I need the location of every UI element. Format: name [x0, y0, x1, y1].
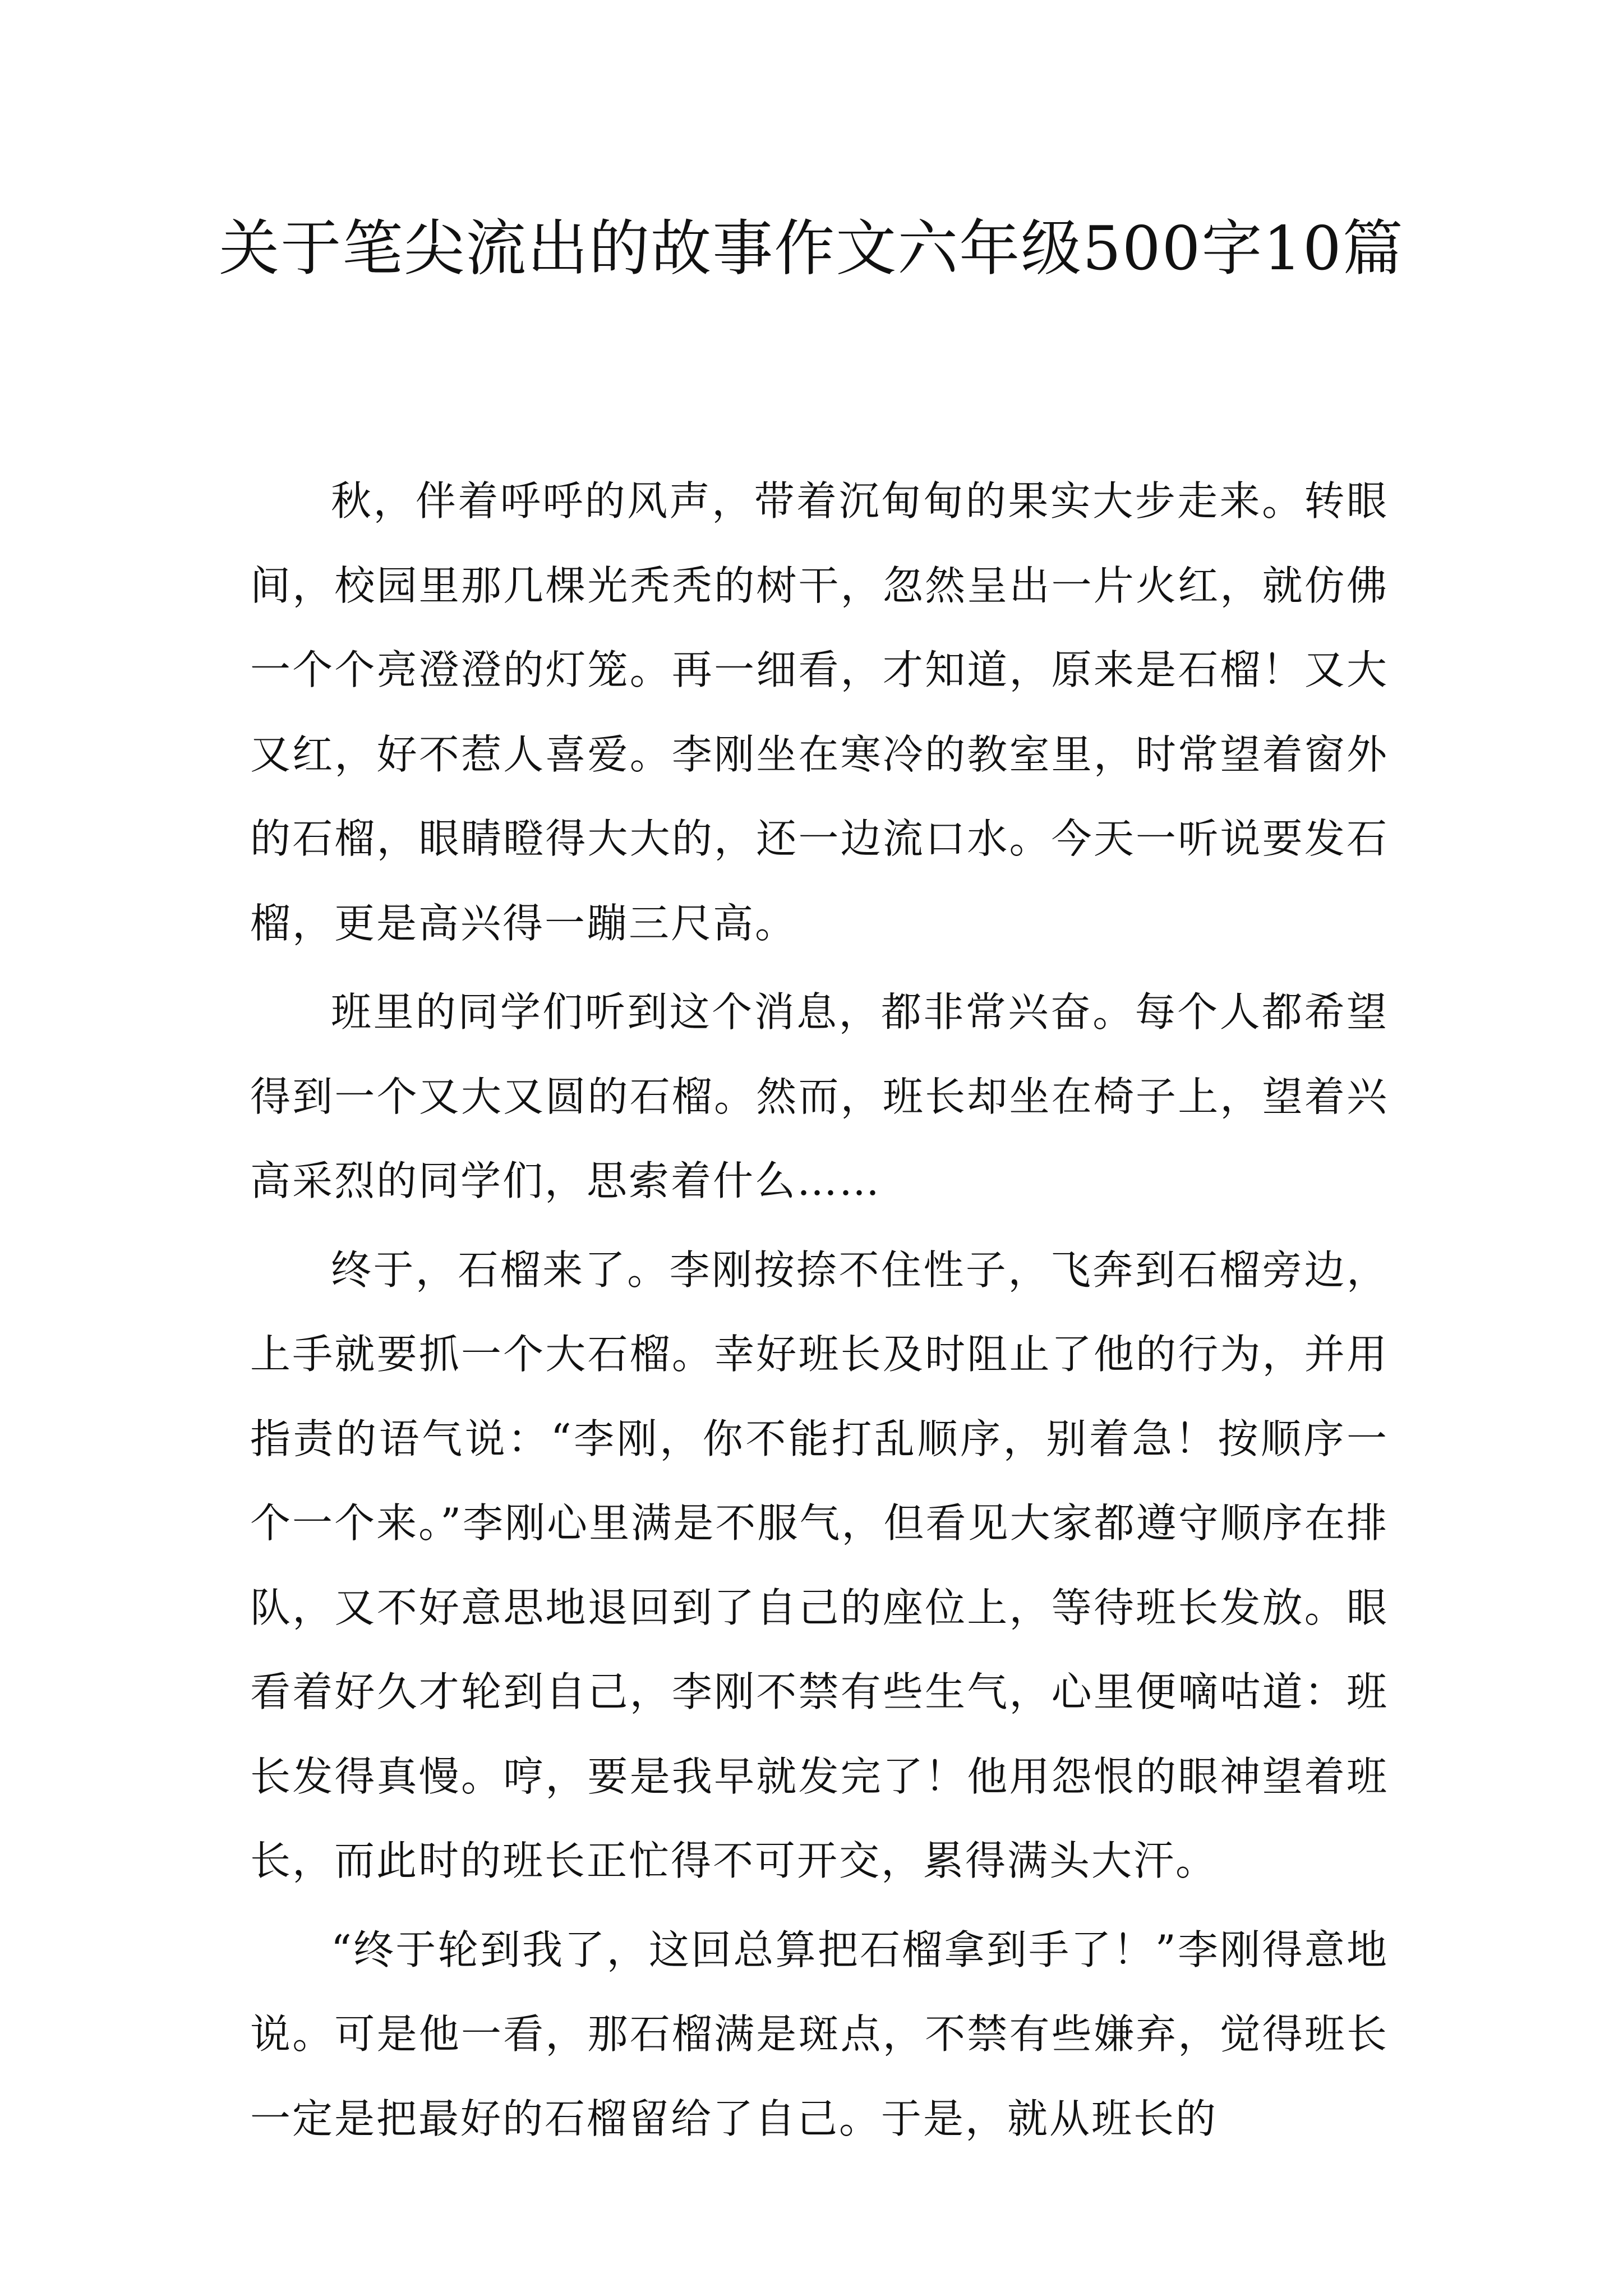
- paragraph: 终于，石榴来了。李刚按捺不住性子，飞奔到石榴旁边，上手就要抓一个大石榴。幸好班长及时阻止了他的行为，并用指责的语气说：“李刚，你不能打乱顺序，别着急！按顺序一个一个来。”李刚心里满是不服气，但看见大家都遵守顺序在排队，又不好意思地退回到了自己的座位上，等待班长发放。眼看着好久才轮到自己，李刚不禁有些生气，心里便嘀咕道：班长发得真慢。哼，要是我早就发完了！他用怨恨的眼神望着班长，而此时的班长正忙得不可开交，累得满头大汗。: [250, 1246, 1389, 1884]
- paragraph: 班里的同学们听到这个消息，都非常兴奋。每个人都希望得到一个又大又圆的石榴。然而，班长却坐在椅子上，望着兴高采烈的同学们，思索着什么……: [250, 988, 1389, 1204]
- paragraph: “终于轮到我了，这回总算把石榴拿到手了！”李刚得意地说。可是他一看，那石榴满是斑点，不禁有些嫌弃，觉得班长一定是把最好的石榴留给了自己。于是，就从班长的: [250, 1926, 1389, 2142]
- document-title: 关于笔尖流出的故事作文六年级500字10篇: [219, 214, 1404, 284]
- document-body: [250, 459, 1389, 2161]
- paragraph: 秋，伴着呼呼的风声，带着沉甸甸的果实大步走来。转眼间，校园里那几棵光秃秃的树干，忽然呈出一片火红，就仿佛一个个亮澄澄的灯笼。再一细看，才知道，原来是石榴！又大又红，好不惹人喜爱。李刚坐在寒冷的教室里，时常望着窗外的石榴，眼睛瞪得大大的，还一边流口水。今天一听说要发石榴，更是高兴得一蹦三尺高。: [250, 477, 1389, 947]
